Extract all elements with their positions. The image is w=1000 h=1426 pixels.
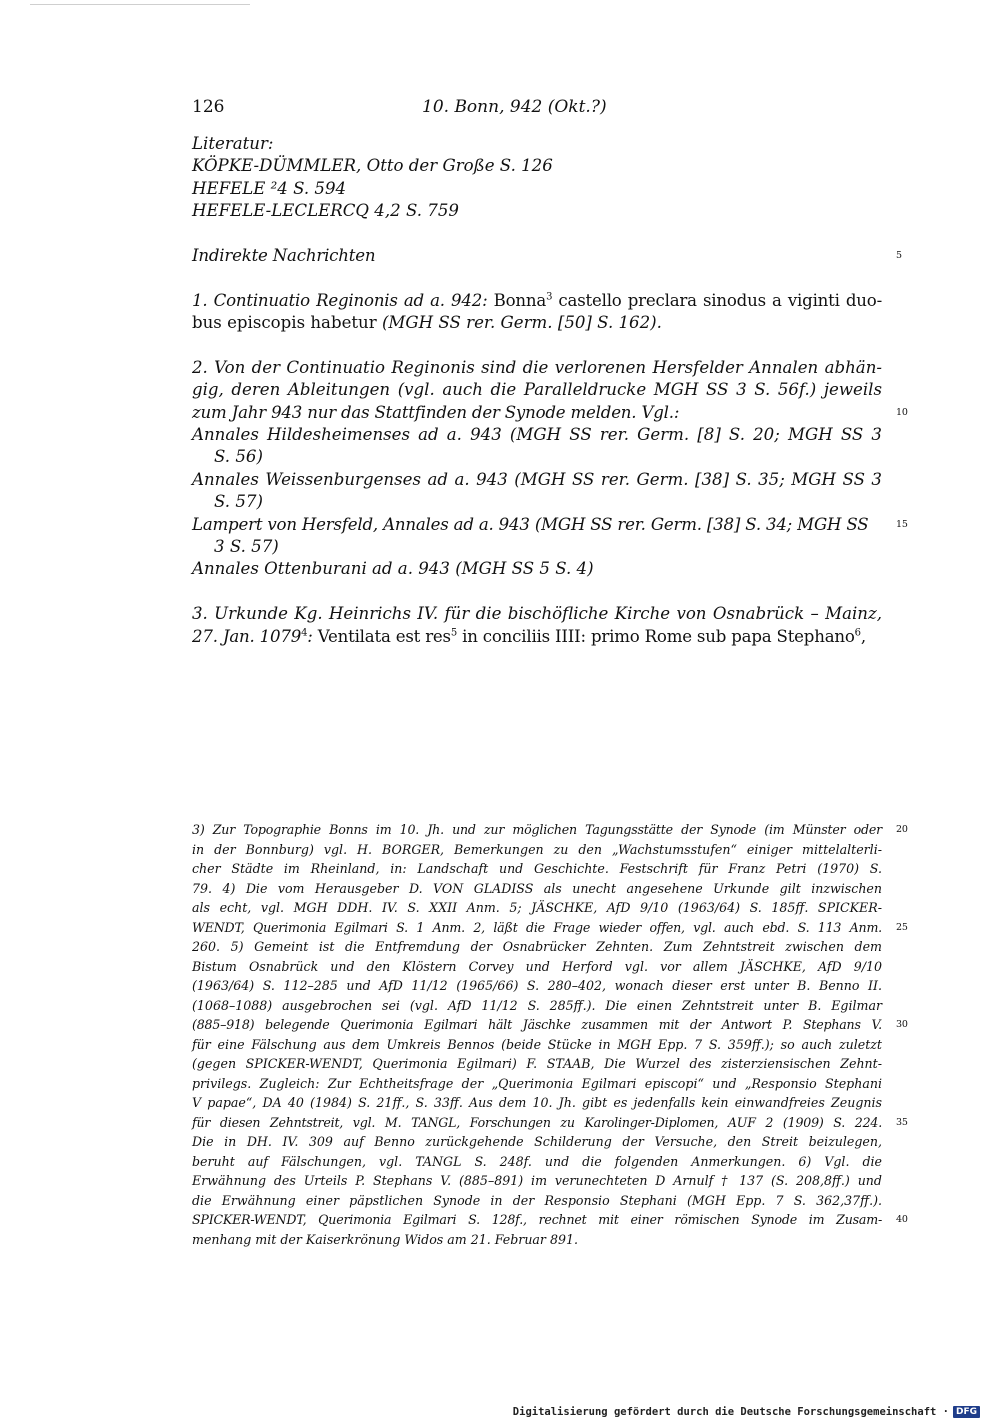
footnote-line: menhang mit der Kaiserkrönung Widos am 21. Februar 891.	[192, 1231, 578, 1247]
entry-2-line: S. 57)	[214, 492, 263, 512]
footnote-line: 260. 5) Gemeint ist die Entfremdung der Osnabrücker Zehnten. Zum Zehntstreit zwischen dem	[192, 939, 882, 954]
footnote-line: in der Bonnburg) vgl. H. BORGER, Bemerkungen zu den „Wachstumsstufen“ einiger mittelalterli-	[192, 841, 882, 857]
entry-2-line: Annales Ottenburani ad a. 943 (MGH SS 5 S. 4)	[192, 559, 594, 579]
literatur-heading: Literatur:	[192, 134, 274, 153]
footnote-text: für diesen Zehntstreit, vgl. M. TANGL, Forschungen zu Karolinger-Diplomen, AUF 2 (1909) S. 224.	[192, 1114, 882, 1130]
entry-3-line: 3. Urkunde Kg. Heinrichs IV. für die bischöfliche Kirche von Osnabrück – Mainz,	[192, 604, 882, 624]
main-text	[192, 133, 908, 648]
footnotes	[192, 820, 908, 1249]
literatur-item: HEFELE ²4 S. 594	[192, 178, 347, 198]
line-number: 15	[896, 518, 908, 530]
footnote-line: (gegen SPICKER-WENDT, Querimonia Egilmari) F. STAAB, Die Wurzel des zisterziensischen Zehnt-	[192, 1056, 882, 1071]
entry-3-line	[192, 626, 882, 648]
line-number: 35	[896, 1116, 908, 1128]
running-title: 10. Bonn, 942 (Okt.?)	[422, 97, 607, 117]
entry-2-line: Annales Weissenburgenses ad a. 943 (MGH SS rer. Germ. [38] S. 35; MGH SS 3	[192, 469, 882, 489]
footnote-line: V papae“, DA 40 (1984) S. 21ff., S. 33ff. Aus dem 10. Jh. gibt es jedenfalls kein einwandfreies Zeugnis	[192, 1095, 882, 1110]
literatur-item: HEFELE-LECLERCQ 4,2 S. 759	[192, 201, 459, 221]
entry-1-text: castello preclara sinodus a viginti duo-	[552, 290, 882, 310]
footnote-ref: 5	[450, 627, 458, 639]
entry-2-line	[192, 514, 908, 536]
scan-edge-line	[30, 4, 250, 5]
footnote-line	[192, 1113, 908, 1133]
entry-2-line	[192, 402, 908, 424]
page-number: 126	[192, 97, 225, 117]
entry-2-line: gig, deren Ableitungen (vgl. auch die Paralleldrucke MGH SS 3 S. 56f.) jeweils	[192, 380, 882, 400]
entry-3-date: 27. Jan. 1079	[192, 626, 302, 646]
section-heading-text: Indirekte Nachrichten	[192, 245, 376, 265]
entry-2-line: 2. Von der Continuatio Reginonis sind die verlorenen Hersfelder Annalen abhän-	[192, 357, 882, 377]
footnote-text: 3) Zur Topographie Bonns im 10. Jh. und zur möglichen Tagungsstätte der Synode (im Münster oder	[192, 822, 882, 837]
footnote-line: cher Städte im Rheinland, in: Landschaft und Geschichte. Festschrift für Franz Petri (1970) S.	[192, 861, 882, 876]
digitization-footer	[513, 1406, 980, 1418]
footnote-line: beruht auf Fälschungen, vgl. TANGL S. 248f. und die folgenden Anmerkungen. 6) Vgl. die	[192, 1153, 882, 1169]
footnote-line: (1068–1088) ausgebrochen sei (vgl. AfD 11/12 S. 285ff.). Die einen Zehntstreit unter B. Egilmar	[192, 997, 882, 1013]
entry-2-line: S. 56)	[214, 447, 263, 467]
footnote-line: die Erwähnung einer päpstlichen Synode in der Responsio Stephani (MGH Epp. 7 S. 362,37ff.).	[192, 1192, 882, 1208]
footnote-line: Die in DH. IV. 309 auf Benno zurückgehende Schilderung der Versuche, den Streit beizulegen,	[192, 1134, 882, 1149]
footnote-text: WENDT, Querimonia Egilmari S. 1 Anm. 2, läßt die Frage wieder offen, vgl. auch ebd. S. 113 Anm.	[192, 919, 882, 935]
entry-1-text: Bonna	[487, 290, 547, 310]
footnote-text: (885–918) belegende Querimonia Egilmari hält Jäschke zusammen mit der Antwort P. Stephans V.	[192, 1017, 882, 1032]
entry-1-line	[192, 312, 882, 334]
dfg-logo-icon: DFG	[953, 1406, 980, 1418]
line-number: 5	[896, 249, 902, 261]
line-number: 10	[896, 406, 908, 418]
entry-2-text: zum Jahr 943 nur das Stattfinden der Synode melden. Vgl.:	[192, 402, 680, 422]
line-number: 40	[896, 1214, 908, 1225]
entry-2-line: 3 S. 57)	[214, 537, 279, 557]
entry-1-citation: (MGH SS rer. Germ. [50] S. 162).	[381, 313, 662, 333]
footnote-line: Bistum Osnabrück und den Klöstern Corvey und Herford vgl. vor allem JÄSCHKE, AfD 9/10	[192, 958, 882, 974]
entry-3-colon: :	[307, 626, 313, 646]
entry-2-line: Annales Hildesheimenses ad a. 943 (MGH SS rer. Germ. [8] S. 20; MGH SS 3	[192, 425, 882, 445]
footnote-line	[192, 1015, 908, 1035]
section-heading	[192, 245, 902, 267]
line-number: 25	[896, 921, 908, 933]
line-number: 20	[896, 824, 908, 835]
entry-3-text: Ventilata est res	[312, 626, 451, 646]
entry-2-text: Lampert von Hersfeld, Annales ad a. 943 (MGH SS rer. Germ. [38] S. 34; MGH SS	[192, 514, 869, 534]
footnote-line: für eine Fälschung aus dem Umkreis Bennos (beide Stücke in MGH Epp. 7 S. 359ff.); so auch zuletzt	[192, 1036, 882, 1052]
footnote-line	[192, 820, 908, 840]
footnote-ref: 6	[854, 627, 861, 639]
entry-1-line	[192, 290, 882, 312]
footnote-line: privilegs. Zugleich: Zur Echtheitsfrage der „Querimonia Egilmari episcopi“ und „Responsio Stephani	[192, 1075, 882, 1091]
entry-1-source: 1. Continuatio Reginonis ad a. 942:	[192, 290, 488, 310]
footnote-ref: 3	[546, 291, 553, 303]
literatur-item: KÖPKE-DÜMMLER, Otto der Große S. 126	[192, 156, 553, 176]
footnote-ref: 4	[301, 627, 308, 639]
page-header	[192, 97, 882, 123]
footnote-text: SPICKER-WENDT, Querimonia Egilmari S. 128f., rechnet mit einer römischen Synode im Zusam-	[192, 1212, 882, 1227]
entry-3-text: ,	[860, 626, 866, 646]
entry-3-text: in conciliis IIII: primo Rome sub papa Stephano	[457, 626, 855, 646]
entry-1-text: bus episcopis habetur	[192, 313, 382, 333]
footer-text: Digitalisierung gefördert durch die Deutsche Forschungsgemeinschaft ·	[512, 1406, 949, 1418]
footnote-line: 79. 4) Die vom Herausgeber D. VON GLADISS als unecht angesehene Urkunde gilt inzwischen	[192, 880, 882, 896]
footnote-line	[192, 918, 908, 938]
footnote-line	[192, 1210, 908, 1230]
line-number: 30	[896, 1019, 908, 1030]
footnote-line: als echt, vgl. MGH DDH. IV. S. XXII Anm. 5; JÄSCHKE, AfD 9/10 (1963/64) S. 185ff. SPICKER-	[192, 900, 882, 915]
footnote-line: (1963/64) S. 112–285 und AfD 11/12 (1965/66) S. 280–402, wonach dieser erst unter B. Benno II.	[192, 978, 882, 993]
footnote-line: Erwähnung des Urteils P. Stephans V. (885–891) im verunechteten D Arnulf † 137 (S. 208,8ff.) und	[192, 1173, 882, 1188]
